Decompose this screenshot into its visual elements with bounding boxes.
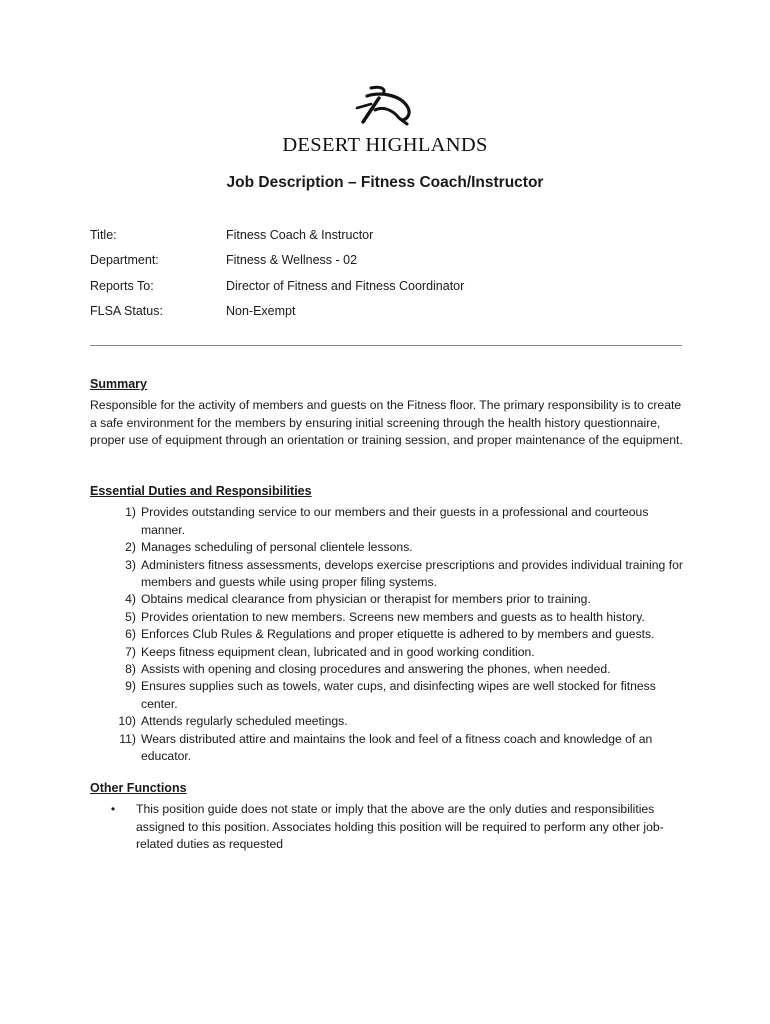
- list-text: Assists with opening and closing procedures and answering the phones, when needed.: [141, 662, 611, 677]
- duties-section: [90, 483, 685, 766]
- other-functions-heading: Other Functions: [90, 781, 187, 795]
- duties-list: [90, 504, 685, 765]
- list-item: [90, 731, 685, 766]
- other-functions-section: [90, 780, 685, 854]
- list-item: [90, 557, 685, 592]
- list-item: [90, 591, 685, 608]
- list-item: [90, 644, 685, 661]
- info-row-flsa-status: [90, 304, 464, 329]
- list-item: [90, 504, 685, 539]
- info-value: Director of Fitness and Fitness Coordinator: [226, 278, 465, 293]
- list-text: Enforces Club Rules & Regulations and proper etiquette is adhered to by members and guests.: [141, 627, 655, 642]
- list-number: 7): [125, 644, 136, 659]
- list-number: 1): [125, 505, 136, 520]
- list-text: Wears distributed attire and maintains the look and feel of a fitness coach and knowledge of an educator.: [141, 731, 653, 764]
- info-label: FLSA Status:: [90, 303, 163, 318]
- summary-text: Responsible for the activity of members and guests on the Fitness floor. The primary responsibility is to create a safe environment for the members by ensuring initial screening through the health history questionnaire, proper use of equipment through an orientation or training session, and proper maintenance of the equipment.: [90, 398, 683, 448]
- info-value: Fitness Coach & Instructor: [226, 228, 374, 242]
- document-title: Job Description – Fitness Coach/Instructor: [226, 174, 544, 191]
- info-label: Department:: [90, 253, 159, 268]
- summary-heading: Summary: [90, 377, 147, 391]
- list-item: [90, 609, 685, 626]
- info-label: Title:: [90, 228, 117, 242]
- list-item: [90, 661, 685, 678]
- list-number: 5): [125, 609, 136, 624]
- info-value: Non-Exempt: [226, 303, 296, 318]
- list-item: [90, 678, 685, 713]
- list-number: 3): [125, 557, 136, 572]
- section-divider: [90, 345, 682, 346]
- info-row-title: [90, 228, 464, 253]
- list-text: Manages scheduling of personal clientele lessons.: [141, 540, 413, 555]
- company-logo: [280, 84, 490, 164]
- list-text: Provides orientation to new members. Screens new members and guests as to health history.: [141, 609, 645, 624]
- list-item: [90, 626, 685, 643]
- info-row-reports-to: [90, 279, 464, 304]
- list-text: Obtains medical clearance from physician or therapist for members prior to training.: [141, 592, 591, 607]
- list-number: 11): [119, 731, 136, 746]
- duties-heading: Essential Duties and Responsibilities: [90, 484, 312, 498]
- bullet-icon: •: [110, 802, 116, 817]
- info-label: Reports To:: [90, 278, 154, 293]
- list-text: Administers fitness assessments, develops exercise prescriptions and provides individual training for members and guests while using proper filing systems.: [141, 557, 683, 590]
- list-number: 2): [125, 540, 136, 555]
- list-text: Provides outstanding service to our members and their guests in a professional and courteous manner.: [141, 505, 649, 537]
- list-item: [90, 713, 685, 730]
- list-number: 6): [125, 627, 136, 642]
- list-text: Attends regularly scheduled meetings.: [141, 714, 348, 729]
- list-number: 8): [125, 662, 136, 677]
- list-text: Keeps fitness equipment clean, lubricated and in good working condition.: [141, 644, 535, 659]
- info-value: Fitness & Wellness - 02: [226, 253, 358, 268]
- list-item: [90, 539, 685, 556]
- other-functions-list: [90, 801, 685, 853]
- job-info-table: [90, 228, 464, 329]
- list-text: Ensures supplies such as towels, water cups, and disinfecting wipes are well stocked for fitness center.: [141, 679, 656, 711]
- list-item: [90, 801, 685, 853]
- list-number: 9): [125, 679, 136, 694]
- logo-mark-icon: [349, 84, 421, 130]
- list-number: 4): [125, 592, 136, 607]
- info-row-department: [90, 253, 464, 278]
- list-text: This position guide does not state or imply that the above are the only duties and responsibilities assigned to this position. Associates holding this position will be required to perform any other job-related duties as requested: [136, 802, 664, 852]
- list-number: 10): [118, 714, 136, 729]
- summary-section: [90, 376, 685, 450]
- logo-wordmark: DESERT HIGHLANDS: [282, 134, 488, 156]
